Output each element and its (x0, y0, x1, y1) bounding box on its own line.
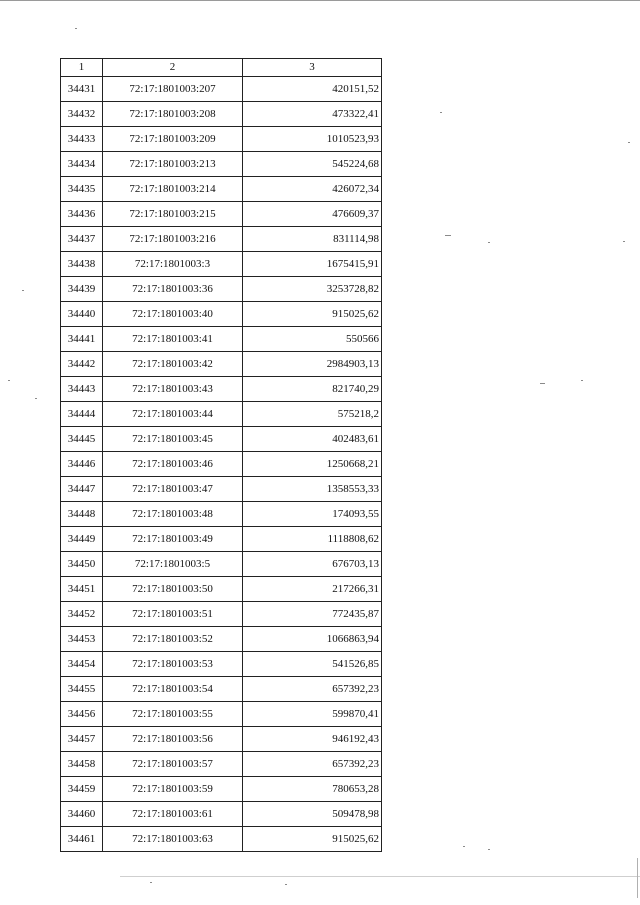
table-row (61, 552, 382, 577)
cadastral-value-cell: 780653,28 (243, 777, 382, 802)
scan-speck (35, 398, 37, 399)
table-row (61, 652, 382, 677)
cadastral-number-cell: 72:17:1801003:46 (103, 452, 243, 477)
cadastral-value-cell: 1358553,33 (243, 477, 382, 502)
cadastral-number-cell: 72:17:1801003:45 (103, 427, 243, 452)
row-index-cell: 34458 (61, 752, 103, 777)
table-row (61, 427, 382, 452)
row-index-cell: 34436 (61, 202, 103, 227)
cadastral-value-cell: 426072,34 (243, 177, 382, 202)
row-index-cell: 34451 (61, 577, 103, 602)
scan-speck (285, 884, 287, 885)
cadastral-number-cell: 72:17:1801003:213 (103, 152, 243, 177)
cadastral-value-cell: 402483,61 (243, 427, 382, 452)
cadastral-value-cell: 3253728,82 (243, 277, 382, 302)
table-header-row (61, 59, 382, 77)
cadastral-number-cell: 72:17:1801003:57 (103, 752, 243, 777)
row-index-cell: 34443 (61, 377, 103, 402)
row-index-cell: 34450 (61, 552, 103, 577)
cadastral-number-cell: 72:17:1801003:52 (103, 627, 243, 652)
table-row (61, 402, 382, 427)
cadastral-value-cell: 473322,41 (243, 102, 382, 127)
cadastral-number-cell: 72:17:1801003:40 (103, 302, 243, 327)
row-index-cell: 34461 (61, 827, 103, 852)
cadastral-number-cell: 72:17:1801003:51 (103, 602, 243, 627)
row-index-cell: 34453 (61, 627, 103, 652)
cadastral-value-cell: 676703,13 (243, 552, 382, 577)
cadastral-number-cell: 72:17:1801003:48 (103, 502, 243, 527)
table-row (61, 752, 382, 777)
row-index-cell: 34442 (61, 352, 103, 377)
cadastral-value-cell: 420151,52 (243, 77, 382, 102)
cadastral-number-cell: 72:17:1801003:5 (103, 552, 243, 577)
column-header-cadastral-number: 2 (103, 59, 243, 77)
cadastral-value-table (60, 58, 382, 852)
scan-speck (75, 28, 77, 29)
scan-edge-right (637, 858, 638, 898)
cadastral-number-cell: 72:17:1801003:42 (103, 352, 243, 377)
row-index-cell: 34440 (61, 302, 103, 327)
row-index-cell: 34446 (61, 452, 103, 477)
cadastral-number-cell: 72:17:1801003:55 (103, 702, 243, 727)
cadastral-value-cell: 821740,29 (243, 377, 382, 402)
table-row (61, 377, 382, 402)
table-row (61, 677, 382, 702)
table-row (61, 177, 382, 202)
cadastral-value-cell: 1675415,91 (243, 252, 382, 277)
row-index-cell: 34449 (61, 527, 103, 552)
column-header-index: 1 (61, 59, 103, 77)
scan-speck (8, 380, 10, 381)
row-index-cell: 34460 (61, 802, 103, 827)
cadastral-value-cell: 915025,62 (243, 302, 382, 327)
row-index-cell: 34457 (61, 727, 103, 752)
cadastral-value-cell: 1066863,94 (243, 627, 382, 652)
table-row (61, 302, 382, 327)
row-index-cell: 34431 (61, 77, 103, 102)
table-row (61, 477, 382, 502)
row-index-cell: 34435 (61, 177, 103, 202)
row-index-cell: 34448 (61, 502, 103, 527)
table-body (61, 77, 382, 852)
column-header-value: 3 (243, 59, 382, 77)
cadastral-number-cell: 72:17:1801003:49 (103, 527, 243, 552)
table-row (61, 502, 382, 527)
cadastral-number-cell: 72:17:1801003:209 (103, 127, 243, 152)
scan-speck (463, 846, 465, 847)
scan-edge-top (0, 0, 640, 1)
cadastral-number-cell: 72:17:1801003:54 (103, 677, 243, 702)
table-row (61, 327, 382, 352)
cadastral-number-cell: 72:17:1801003:61 (103, 802, 243, 827)
cadastral-value-cell: 550566 (243, 327, 382, 352)
row-index-cell: 34455 (61, 677, 103, 702)
table-row (61, 602, 382, 627)
cadastral-number-cell: 72:17:1801003:56 (103, 727, 243, 752)
table-row (61, 102, 382, 127)
cadastral-number-cell: 72:17:1801003:50 (103, 577, 243, 602)
row-index-cell: 34452 (61, 602, 103, 627)
cadastral-value-cell: 946192,43 (243, 727, 382, 752)
cadastral-value-cell: 657392,23 (243, 677, 382, 702)
table-row (61, 152, 382, 177)
scan-edge-bottom (120, 876, 640, 877)
cadastral-value-cell: 831114,98 (243, 227, 382, 252)
cadastral-number-cell: 72:17:1801003:59 (103, 777, 243, 802)
row-index-cell: 34439 (61, 277, 103, 302)
scan-speck (628, 142, 630, 143)
table-row (61, 202, 382, 227)
cadastral-number-cell: 72:17:1801003:41 (103, 327, 243, 352)
scan-speck (150, 882, 152, 883)
cadastral-value-cell: 657392,23 (243, 752, 382, 777)
table-row (61, 777, 382, 802)
cadastral-value-cell: 2984903,13 (243, 352, 382, 377)
cadastral-value-cell: 1010523,93 (243, 127, 382, 152)
cadastral-number-cell: 72:17:1801003:214 (103, 177, 243, 202)
table-row (61, 627, 382, 652)
row-index-cell: 34454 (61, 652, 103, 677)
table-row (61, 352, 382, 377)
cadastral-value-cell: 476609,37 (243, 202, 382, 227)
row-index-cell: 34444 (61, 402, 103, 427)
cadastral-number-cell: 72:17:1801003:63 (103, 827, 243, 852)
cadastral-value-cell: 575218,2 (243, 402, 382, 427)
cadastral-value-cell: 915025,62 (243, 827, 382, 852)
cadastral-number-cell: 72:17:1801003:3 (103, 252, 243, 277)
table-row (61, 827, 382, 852)
scan-speck (488, 849, 490, 850)
cadastral-value-cell: 1118808,62 (243, 527, 382, 552)
row-index-cell: 34432 (61, 102, 103, 127)
cadastral-value-cell: 599870,41 (243, 702, 382, 727)
table-row (61, 802, 382, 827)
cadastral-value-cell: 541526,85 (243, 652, 382, 677)
row-index-cell: 34438 (61, 252, 103, 277)
cadastral-value-cell: 217266,31 (243, 577, 382, 602)
table-row (61, 227, 382, 252)
cadastral-number-cell: 72:17:1801003:215 (103, 202, 243, 227)
cadastral-number-cell: 72:17:1801003:207 (103, 77, 243, 102)
row-index-cell: 34434 (61, 152, 103, 177)
cadastral-number-cell: 72:17:1801003:208 (103, 102, 243, 127)
row-index-cell: 34437 (61, 227, 103, 252)
scan-speck (445, 235, 451, 236)
scan-speck (22, 290, 24, 291)
row-index-cell: 34459 (61, 777, 103, 802)
scan-speck (581, 380, 583, 381)
cadastral-value-cell: 174093,55 (243, 502, 382, 527)
cadastral-value-cell: 1250668,21 (243, 452, 382, 477)
scan-speck (440, 112, 442, 113)
row-index-cell: 34433 (61, 127, 103, 152)
row-index-cell: 34445 (61, 427, 103, 452)
cadastral-value-cell: 509478,98 (243, 802, 382, 827)
table-row (61, 527, 382, 552)
table-row (61, 702, 382, 727)
table-row (61, 77, 382, 102)
cadastral-number-cell: 72:17:1801003:36 (103, 277, 243, 302)
row-index-cell: 34456 (61, 702, 103, 727)
cadastral-value-cell: 545224,68 (243, 152, 382, 177)
cadastral-number-cell: 72:17:1801003:216 (103, 227, 243, 252)
scan-speck (488, 242, 490, 243)
table-row (61, 577, 382, 602)
cadastral-value-cell: 772435,87 (243, 602, 382, 627)
cadastral-number-cell: 72:17:1801003:44 (103, 402, 243, 427)
table-row (61, 277, 382, 302)
table-row (61, 727, 382, 752)
row-index-cell: 34441 (61, 327, 103, 352)
cadastral-number-cell: 72:17:1801003:53 (103, 652, 243, 677)
cadastral-number-cell: 72:17:1801003:47 (103, 477, 243, 502)
table-row (61, 127, 382, 152)
scan-speck (540, 383, 545, 384)
scan-speck (623, 241, 625, 242)
table-row (61, 452, 382, 477)
cadastral-number-cell: 72:17:1801003:43 (103, 377, 243, 402)
row-index-cell: 34447 (61, 477, 103, 502)
table-row (61, 252, 382, 277)
